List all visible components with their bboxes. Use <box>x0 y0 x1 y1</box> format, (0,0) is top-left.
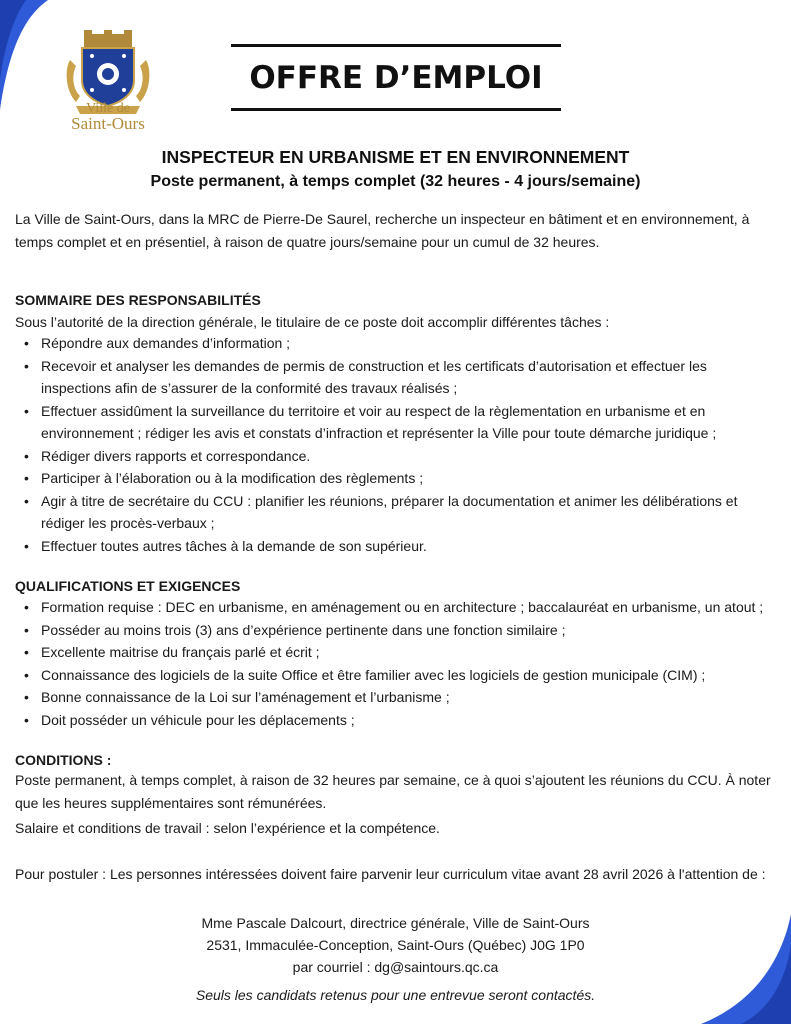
conditions-paragraph: Poste permanent, à temps complet, à raison de 32 heures par semaine, ce à quoi s’ajoutent les réunions du CCU. À noter que les heures supplémentaires sont rémunérées. <box>15 772 771 811</box>
page-title: OFFRE D’EMPLOI <box>249 60 543 96</box>
qualifications-heading: QUALIFICATIONS ET EXIGENCES <box>15 578 241 594</box>
list-item: • Participer à l’élaboration ou à la modification des règlements ; <box>15 467 779 490</box>
title-rule-bottom <box>231 108 561 111</box>
job-title: INSPECTEUR EN URBANISME ET EN ENVIRONNEMENT <box>161 147 630 167</box>
logo-text-ville-de: Ville de <box>86 101 130 116</box>
contact-line-email: par courriel : dg@saintours.qc.ca <box>292 959 499 975</box>
responsibilities-lead: Sous l’autorité de la direction générale, le titulaire de ce poste doit accomplir différentes tâches : <box>15 314 610 330</box>
list-item: • Posséder au moins trois (3) ans d’expérience pertinente dans une fonction similaire ; <box>15 619 779 642</box>
contact-line-name: Mme Pascale Dalcourt, directrice générale, Ville de Saint-Ours <box>201 915 590 931</box>
closing-note: Seuls les candidats retenus pour une entrevue seront contactés. <box>195 987 596 1003</box>
conditions-heading: CONDITIONS : <box>15 752 112 768</box>
list-item: • Répondre aux demandes d’information ; <box>15 332 779 355</box>
list-item: • Rédiger divers rapports et correspondance. <box>15 445 779 468</box>
list-item: • Effectuer toutes autres tâches à la demande de son supérieur. <box>15 535 779 558</box>
list-item: • Agir à titre de secrétaire du CCU : planifier les réunions, préparer la documentation et animer les délibérations et rédiger les procès-verbaux ; <box>15 490 779 535</box>
job-subtitle: Poste permanent, à temps complet (32 heures - 4 jours/semaine) <box>150 173 641 190</box>
title-box <box>231 44 561 112</box>
logo-text-saint-ours: Saint-Ours <box>71 114 145 133</box>
list-item: • Effectuer assidûment la surveillance du territoire et voir au respect de la règlementation en urbanisme et en environnement ; rédiger les avis et constats d’infraction et représenter la Ville pour toute démarche juridique ; <box>15 400 779 445</box>
apply-paragraph: Pour postuler : Les personnes intéressées doivent faire parvenir leur curriculum vitae avant 28 avril 2026 à l'attention de : <box>15 866 766 882</box>
responsibilities-list <box>15 332 779 557</box>
responsibilities-heading: SOMMAIRE DES RESPONSABILITÉS <box>15 292 261 308</box>
intro-paragraph: La Ville de Saint-Ours, dans la MRC de Pierre-De Saurel, recherche un inspecteur en bâtiment et en environnement, à temps complet et en présentiel, à raison de quatre jours/semaine pour un cumul de 32 heures. <box>15 211 750 250</box>
list-item: • Recevoir et analyser les demandes de permis de construction et les certificats d’autorisation et effectuer les inspections afin de s’assurer de la conformité des travaux réalisés ; <box>15 355 779 400</box>
list-item: • Bonne connaissance de la Loi sur l’aménagement et l’urbanisme ; <box>15 686 779 709</box>
list-item: • Doit posséder un véhicule pour les déplacements ; <box>15 709 779 732</box>
corner-swoosh-top-left <box>0 0 60 110</box>
contact-line-address: 2531, Immaculée-Conception, Saint-Ours (Québec) J0G 1P0 <box>206 937 585 953</box>
list-item: • Formation requise : DEC en urbanisme, en aménagement ou en architecture ; baccalauréat en urbanisme, un atout ; <box>15 596 779 619</box>
list-item: • Excellente maitrise du français parlé et écrit ; <box>15 641 779 664</box>
salary-paragraph: Salaire et conditions de travail : selon l’expérience et la compétence. <box>15 820 440 836</box>
title-rule-top <box>231 44 561 47</box>
qualifications-list <box>15 596 779 731</box>
list-item: • Connaissance des logiciels de la suite Office et être familier avec les logiciels de gestion municipale (CIM) ; <box>15 664 779 687</box>
